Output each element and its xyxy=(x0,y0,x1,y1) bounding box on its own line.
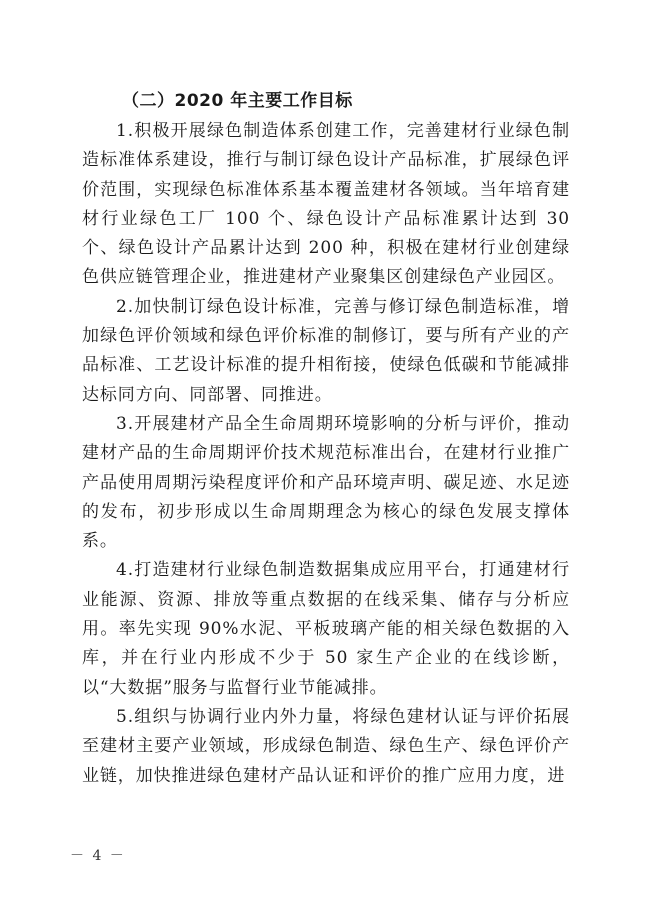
section-heading: （二）2020 年主要工作目标 xyxy=(122,91,353,111)
paragraph-2: 2.加快制订绿色设计标准，完善与修订绿色制造标准，增加绿色评价领域和绿色评价标准的制修订，要与所有产业的产品标准、工艺设计标准的提升相衔接，使绿色低碳和节能减排达标同方向、同部署、同推进。 xyxy=(82,296,570,405)
paragraph-3: 3.开展建材产品全生命周期环境影响的分析与评价，推动建材产品的生命周期评价技术规范标准出台，在建材行业推广产品使用周期污染程度评价和产品环境声明、碳足迹、水足迹的发布，初步形成以生命周期理念为核心的绿色发展支撑体系。 xyxy=(82,413,570,552)
paragraph-4: 4.打造建材行业绿色制造数据集成应用平台，打通建材行业能源、资源、排放等重点数据的在线采集、储存与分析应用。率先实现 90%水泥、平板玻璃产能的相关绿色数据的入库，并在行业内形成不少于 50 家生产企业的在线诊断，以“大数据”服务与监督行业节能减排。 xyxy=(82,560,570,698)
document-body xyxy=(82,117,570,791)
paragraph-1: 1.积极开展绿色制造体系创建工作，完善建材行业绿色制造标准体系建设，推行与制订绿色设计产品标准，扩展绿色评价范围，实现绿色标准体系基本覆盖建材各领域。当年培育建材行业绿色工厂 100 个、绿色设计产品标准累计达到 30 个、绿色设计产品累计达到 200 种，积极在建材行业创建绿色供应链管理企业，推进建材产业聚集区创建绿色产业园区。 xyxy=(82,121,570,288)
page-number: － 4 － xyxy=(70,848,126,864)
paragraph-5: 5.组织与协调行业内外力量，将绿色建材认证与评价拓展至建材主要产业领域，形成绿色制造、绿色生产、绿色评价产业链，加快推进绿色建材产品认证和评价的推广应用力度，进 xyxy=(82,706,570,786)
